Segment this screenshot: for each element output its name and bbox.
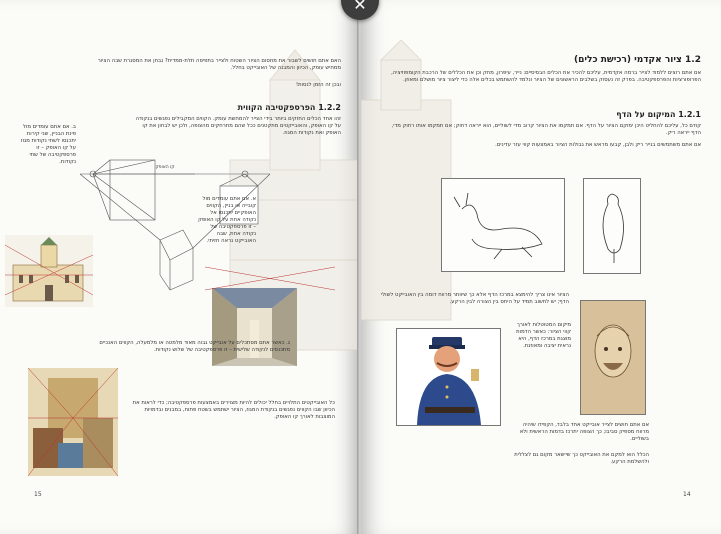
subsection-body-2: אם אתם משתמשים בנייר ריק ולבן, קבעו מראש את גבולות הציור באמצעות קווי עזר עדינים. xyxy=(495,142,701,148)
station-building-illustration xyxy=(5,235,93,307)
left-page xyxy=(0,0,359,534)
deer-sketch-frame xyxy=(441,178,565,272)
policeman-frame xyxy=(396,328,501,426)
subsection-title: 1.2.1 המיקום על הדף xyxy=(616,110,701,119)
bird-sketch xyxy=(584,179,640,273)
intro-tail: ובכן זה הזמן לנסות! xyxy=(295,82,341,88)
page-number-left: 15 xyxy=(34,491,42,498)
facade-sketch-illustration xyxy=(205,262,335,292)
page-number-right: 14 xyxy=(683,491,691,498)
policeman-illustration xyxy=(397,329,500,425)
right-page xyxy=(361,0,721,534)
horizon-line-label: קו האופק xyxy=(155,165,175,170)
cathedral-interior-illustration xyxy=(212,288,297,366)
portrait-sketch xyxy=(581,301,645,414)
section-intro: אם אתם רוצים ללמוד לצייר ברמה אקדמית, עליכם להכיר את הכלים הבסיסיים: נייר, עיפרון, מחק וכן את הכללים של הרכבת הקומפוזיציה, הפרופורציות והפרספקטיבה. בפרק זה נעסוק בשלבים הראשונים של הציור ונלמד להשתמש בכלים אלה כדי ליצור ציור מושלם ומאוזן. xyxy=(391,70,701,83)
caption-bottom: אם אתם חושים לצייר אובייקט אחד בלבד, הקפידו שיהיה מרווח מספיק סביבו; כך הצופה יתרכז בדמות הראשית ולא בשוליים. xyxy=(519,422,649,442)
bottom-paragraph: כל האובייקטים התלויים בחלל יכולים להיות מצוירים באמצעות פרספקטיבה; כדי לראות את הכיוון שבו הקווים נפגשים בנקודת המגוז, הציור ישתמש בשטח פתוח, במבנים ובדמויות המוצבות לאורך קו האופק. xyxy=(132,400,335,420)
subsection-body: קודם כל, עליכם להחליט היכן ימוקם הציור על הדף. אם תמקמו את הציור קרוב מדי לשוליים, הוא ייראה דחוק; אם תמקמו אותו רחוק מדי, הדף ייראה ריק. xyxy=(391,123,701,136)
caption-bottom-2: הכלל הוא למקם את האובייקט כך שיישאר מקום גם לצללית ולהשלמת הרקע. xyxy=(514,452,649,465)
close-icon: ✕ xyxy=(353,0,367,14)
deer-sketch xyxy=(442,179,564,271)
note-b: א. אם אתם עומדים מול קובייה או בניין, הקווים האופקיים יתכנסו אל נקודה אחת על קו האופק – זו פרספקטיבה של נקודה אחת, שבה האובייקט נראה חזיתי. xyxy=(198,196,256,244)
note-a: ב. אם אתם עומדים מול פינת הבניין, שני קירות יתכנסו לשתי נקודות מגוז על קו האופק – זו פרספקטיבה של שתי נקודות. xyxy=(20,124,76,165)
portrait-sketch-frame xyxy=(580,300,646,415)
intro-paragraph: האם אתם חושים לשבור את מחסום הציור השטוח ולצייר בתפיסה תלת-ממדית? נבחן את המסגרת שבה הציור ממחיש עומק, הכיוון והמבנה של האובייקט בחלל. xyxy=(97,58,341,71)
bird-sketch-frame xyxy=(583,178,641,274)
caption-top: הציור אינו צריך להימצא במרכז הדף אלא כך שיוותר מרווח דומה בין האובייקט לשולי הדף; יש לחשוב תמיד על היחס בין הצורה לבין הרקע. xyxy=(380,292,569,305)
room-interior-illustration xyxy=(28,368,118,476)
section-title: 1.2 ציור אקדמי (רכישת כלים) xyxy=(574,55,701,65)
section-title: 1.2.2 הפרספקטיבה הקווית xyxy=(237,103,341,112)
section-body: זהו אחד הכלים החזקים ביותר בידי הצייר להמחשת עומק. הקווים המקבילים נפגשים בנקודה על קו האופק, והאובייקטים מתקטנים ככל שהם מתרחקים מהצופה, ולכן יש לבחון את קו האופק ואת נקודות המגוז. xyxy=(135,116,341,136)
note-c: ג. כאשר אתם מסתכלים על אובייקט גבוה מאוד מלמטה או מלמעלה, הקווים האנכיים מתכנסים לנקודה שלישית – זו פרספקטיבה של שלוש נקודות. xyxy=(99,340,290,353)
caption-middle: מיקום המטוטלות לאורך קווי הציור: כאשר הדמות מוצגת במרכז הדף, היא נראית יציבה ומאוזנת. xyxy=(516,322,571,349)
